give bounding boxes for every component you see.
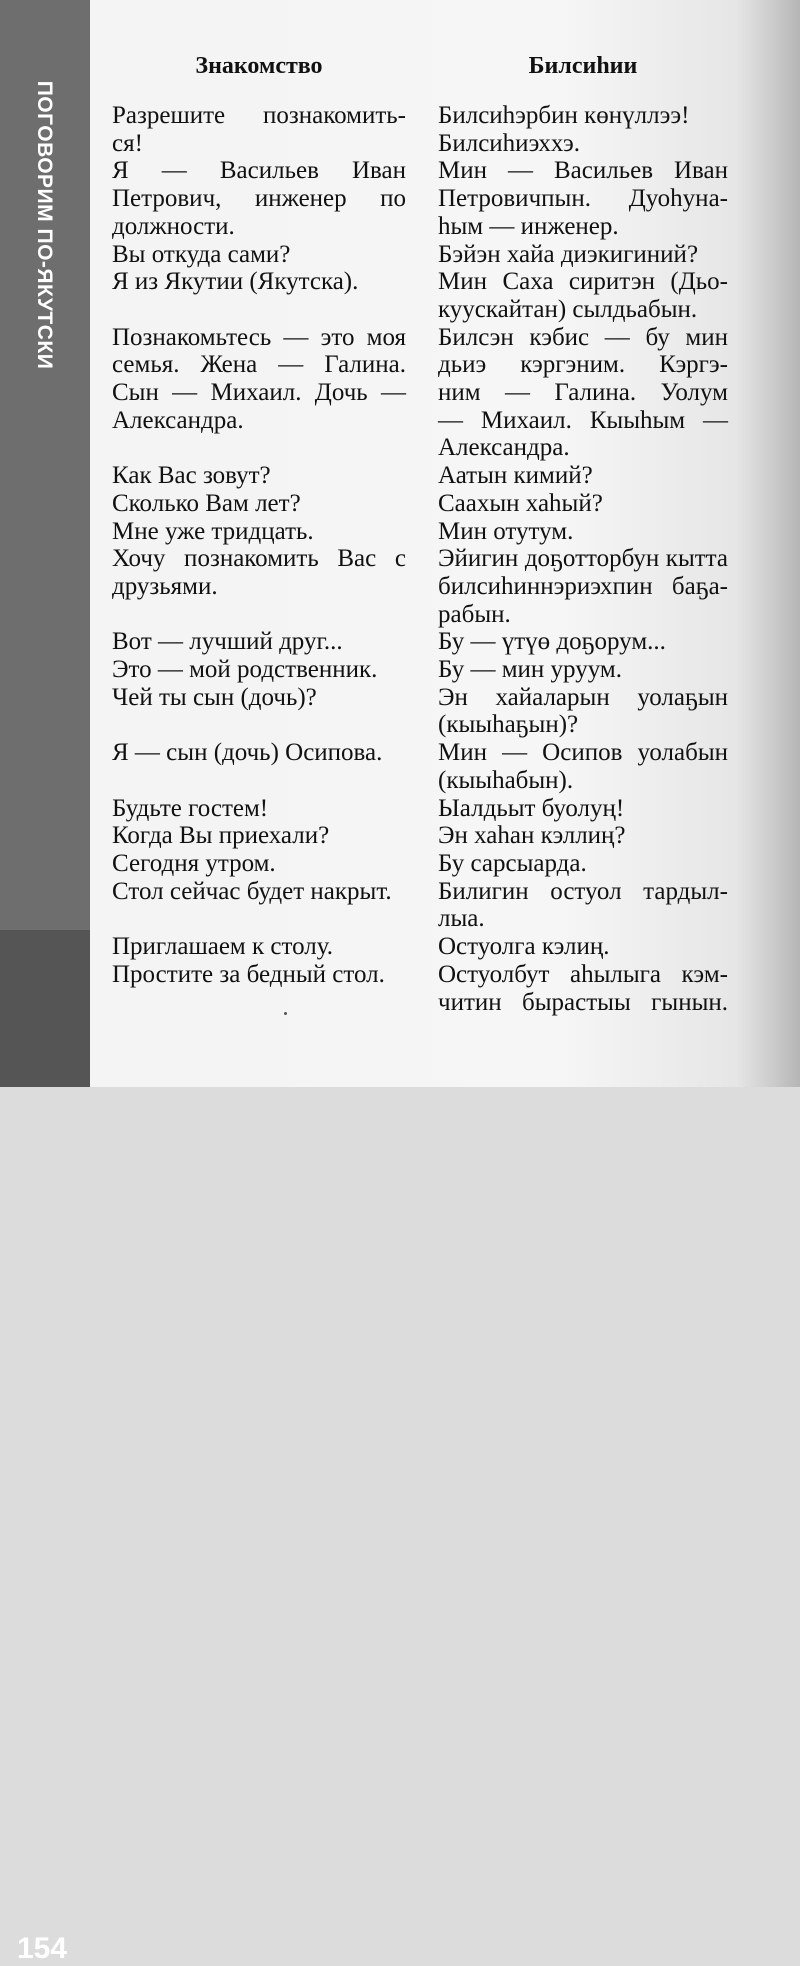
russian-line: Сын — Михаил. Дочь — [112, 379, 406, 407]
yakut-line: (кыыhаҕын)? [438, 711, 579, 739]
russian-line: Сколько Вам лет? [112, 489, 301, 517]
phrase-group [112, 628, 406, 711]
yakut-line: Мин Саха сиритэн (Дьо- [438, 268, 728, 296]
russian-line: семья. Жена — Галина. [112, 351, 406, 379]
page-speck [284, 1012, 287, 1015]
russian-line: должности. [112, 212, 235, 240]
russian-line: Приглашаем к столу. [112, 933, 333, 960]
yakut-line: Александра. [438, 434, 570, 462]
russian-phrases [112, 102, 406, 988]
yakut-line: читин бырастыы гынын. [438, 988, 728, 1016]
russian-line: Как Вас зовут? [112, 462, 271, 490]
yakut-line: Бу сарсыарда. [438, 849, 587, 877]
yakut-line: Бэйэн хайа диэкигиний? [438, 240, 699, 268]
phrase-group [112, 739, 406, 767]
russian-line: друзьями. [112, 572, 218, 600]
yakut-line: билсиhиннэриэхпин баҕа- [438, 572, 728, 600]
phrase-group [112, 324, 406, 435]
russian-line: Чей ты сын (дочь)? [112, 683, 317, 711]
yakut-line: (кыыhабын). [438, 766, 574, 794]
yakut-line: Эн хаhан кэллиң? [438, 822, 626, 850]
russian-line: Когда Вы приехали? [112, 822, 330, 850]
russian-line: Петрович, инженер по [112, 185, 406, 213]
page-number-tab [0, 930, 90, 1965]
yakut-line: Билсэн кэбис — бу мин [438, 323, 728, 351]
yakut-line: Саахын хаhый? [438, 489, 603, 517]
russian-line: Разрешите познакомить- [112, 102, 406, 129]
russian-line: Познакомьтесь — это моя [112, 323, 406, 351]
russian-line: Я — Васильев Иван [112, 157, 406, 185]
yakut-line: Остуолга кэлиң. [438, 933, 610, 961]
phrase-group [112, 462, 406, 601]
phrase-group [112, 933, 406, 988]
russian-line: Вот — лучший друг... [112, 628, 343, 656]
russian-line: Это — мой родственник. [112, 656, 378, 684]
yakut-line: Эн хайаларын уолаҕын [438, 683, 728, 711]
yakut-line: Бу — мин уруум. [438, 656, 622, 684]
russian-column-heading: Знакомство [195, 53, 323, 79]
phrase-group [112, 102, 406, 296]
yakut-line: Петровичпын. Дуоhуна- [438, 185, 728, 213]
yakut-phrases [438, 102, 728, 1016]
yakut-line: ним — Галина. Уолум [438, 379, 728, 407]
phrase-group [112, 795, 406, 906]
yakut-line: Остуолбут аhылыга кэм- [438, 960, 728, 988]
russian-line: ся! [112, 129, 143, 157]
yakut-line: Билигин остуол тардыл- [438, 877, 728, 905]
yakut-line: Эйигин доҕотторбун кытта [438, 545, 728, 573]
russian-line: Хочу познакомить Вас с [112, 545, 406, 573]
yakut-line: — Михаил. Кыыhым — [438, 406, 728, 434]
yakut-line: лыа. [438, 905, 485, 933]
yakut-line: Билсиhиэххэ. [438, 129, 580, 157]
yakut-line: Мин — Васильев Иван [438, 157, 728, 185]
russian-line: Простите за бедный стол. [112, 960, 385, 988]
russian-column [112, 52, 406, 1016]
yakut-line: Аатын кимий? [438, 462, 593, 490]
yakut-column [438, 52, 728, 1016]
yakut-line: Мин отутум. [438, 517, 574, 545]
yakut-line: куускайтан) сылдьабын. [438, 295, 698, 323]
russian-line: Мне уже тридцать. [112, 517, 314, 545]
yakut-line: дьиэ кэргэним. Кэргэ- [438, 351, 728, 379]
yakut-line: Бу — үтүө доҕорум... [438, 628, 666, 656]
side-tab [0, 0, 90, 1087]
yakut-line: Мин — Осипов уолабын [438, 739, 728, 767]
yakut-line: Ыалдьыт буолуң! [438, 794, 625, 822]
side-tab-title: ПОГОВОРИМ ПО-ЯКУТСКИ [33, 80, 56, 370]
page-number: 154 [17, 1932, 68, 1965]
russian-line: Стол сейчас будет накрыт. [112, 877, 392, 905]
russian-line: Вы откуда сами? [112, 240, 291, 268]
russian-line: Будьте гостем! [112, 794, 269, 822]
russian-line: Александра. [112, 406, 244, 434]
yakut-line: рабын. [438, 600, 511, 628]
yakut-line: Билсиhэрбин көнүллээ! [438, 102, 690, 129]
russian-line: Я — сын (дочь) Осипова. [112, 739, 383, 767]
russian-line: Сегодня утром. [112, 849, 276, 877]
yakut-line: hым — инженер. [438, 212, 619, 240]
russian-line: Я из Якутии (Якутска). [112, 268, 359, 296]
yakut-column-heading: Билсиhии [528, 53, 638, 79]
